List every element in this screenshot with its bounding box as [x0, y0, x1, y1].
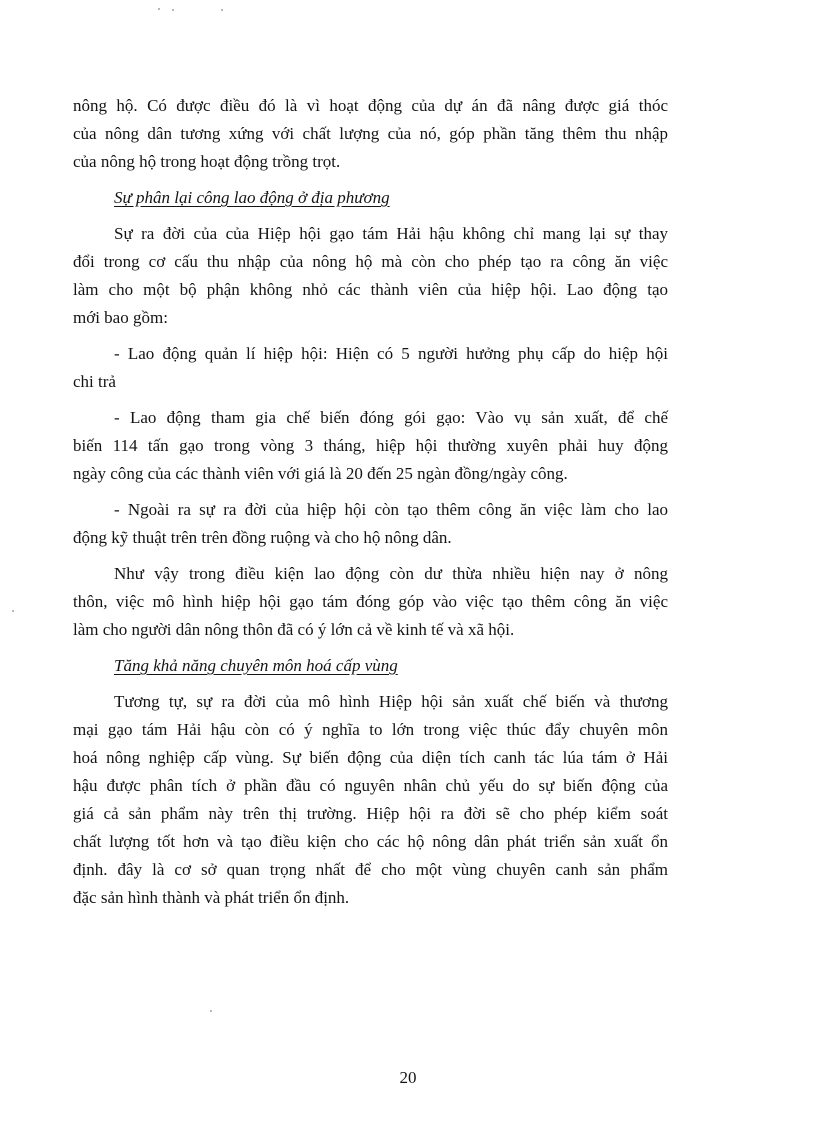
text-line: hoá nông nghiệp cấp vùng. Sự biến động của diện tích canh tác lúa tám ở Hải: [73, 748, 668, 767]
heading-text: Tăng khả năng chuyên môn hoá cấp vùng: [114, 656, 398, 675]
scan-speck: [221, 9, 223, 11]
text-line: Sự ra đời của của Hiệp hội gạo tám Hải hậu không chỉ mang lại sự thay: [114, 224, 668, 243]
bullet-item: [73, 496, 668, 552]
text-line: chi trả: [73, 372, 116, 391]
text-line: làm cho người dân nông thôn đã có ý lớn cả về kinh tế và xã hội.: [73, 620, 515, 639]
text-line: của nông hộ trong hoạt động trồng trọt.: [73, 152, 341, 171]
text-line: - Lao động quản lí hiệp hội: Hiện có 5 người hưởng phụ cấp do hiệp hội: [114, 344, 668, 363]
text-line: hậu được phân tích ở phần đầu có nguyên nhân chủ yếu do sự biến động của: [73, 776, 668, 795]
paragraph: [73, 92, 668, 176]
text-line: thôn, việc mô hình hiệp hội gạo tám đóng góp vào việc tạo thêm công ăn việc: [73, 592, 668, 611]
paragraph: [73, 220, 668, 332]
text-line: biến 114 tấn gạo trong vòng 3 tháng, hiệp hội thường xuyên phải huy động: [73, 436, 668, 455]
text-line: ngày công của các thành viên với giá là 20 đến 25 ngàn đồng/ngày công.: [73, 464, 568, 483]
text-line: nông hộ. Có được điều đó là vì hoạt động của dự án đã nâng được giá thóc: [73, 96, 668, 115]
text-line: đổi trong cơ cấu thu nhập của nông hộ mà còn cho phép tạo ra công ăn việc: [73, 252, 668, 271]
text-line: Tương tự, sự ra đời của mô hình Hiệp hội sản xuất chế biến và thương: [114, 692, 668, 711]
text-line: của nông dân tương xứng với chất lượng của nó, góp phần tăng thêm thu nhập: [73, 124, 668, 143]
text-line: mại gạo tám Hải hậu còn có ý nghĩa to lớn trong việc thúc đẩy chuyên môn: [73, 720, 668, 739]
document-page: [73, 92, 668, 912]
scan-speck: [12, 610, 14, 612]
scan-speck: [172, 9, 174, 11]
page-number: 20: [399, 1068, 417, 1087]
section-heading: [73, 652, 668, 680]
text-line: làm cho một bộ phận không nhỏ các thành viên của hiệp hội. Lao động tạo: [73, 280, 668, 299]
section-heading: [73, 184, 668, 212]
text-line: - Lao động tham gia chế biến đóng gói gạo: Vào vụ sản xuất, để chế: [114, 408, 668, 427]
text-line: mới bao gồm:: [73, 308, 168, 327]
scan-speck: [210, 1010, 212, 1012]
bullet-item: [73, 404, 668, 488]
text-line: giá cả sản phẩm này trên thị trường. Hiệp hội ra đời sẽ cho phép kiểm soát: [73, 804, 668, 823]
text-line: động kỹ thuật trên trên đồng ruộng và cho hộ nông dân.: [73, 528, 452, 547]
paragraph: [73, 688, 668, 912]
scan-speck: [158, 8, 160, 10]
text-line: chất lượng tốt hơn và tạo điều kiện cho các hộ nông dân phát triển sản xuất ổn: [73, 832, 668, 851]
bullet-item: [73, 340, 668, 396]
text-line: định. đây là cơ sở quan trọng nhất để cho một vùng chuyên canh sản phẩm: [73, 860, 668, 879]
text-line: - Ngoài ra sự ra đời của hiệp hội còn tạo thêm công ăn việc làm cho lao: [114, 500, 668, 519]
paragraph: [73, 560, 668, 644]
text-line: Như vậy trong điều kiện lao động còn dư thừa nhiều hiện nay ở nông: [114, 564, 668, 583]
heading-text: Sự phân lại công lao động ở địa phương: [114, 188, 390, 207]
text-line: đặc sản hình thành và phát triển ổn định.: [73, 888, 350, 907]
